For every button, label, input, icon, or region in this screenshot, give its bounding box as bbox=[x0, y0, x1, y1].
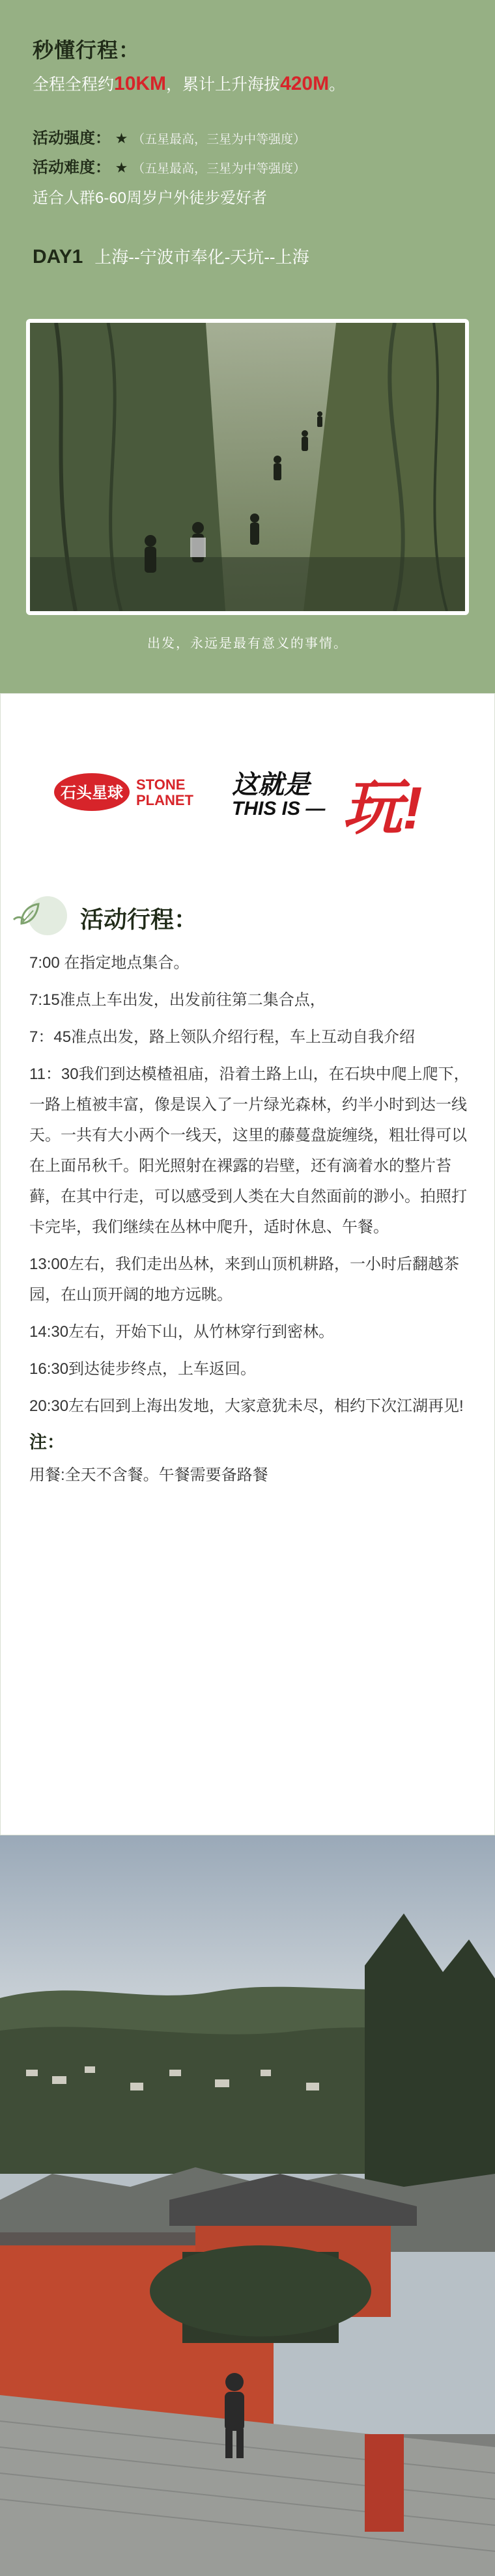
brand-banner bbox=[53, 764, 450, 842]
itinerary-item: 7：45准点出发，路上领队介绍行程，车上互动自我介绍 bbox=[29, 1028, 416, 1046]
distance-text-b: ，累计上升海拔 bbox=[166, 75, 281, 94]
intro-section bbox=[0, 0, 495, 680]
note-text: 用餐:全天不含餐。午餐需要备路餐 bbox=[29, 1466, 268, 1484]
itinerary-title: 活动行程： bbox=[80, 906, 198, 933]
distance-text-a: 全程全程约 bbox=[33, 75, 115, 94]
logo-cn-text: 石头星球 bbox=[61, 784, 123, 802]
itinerary-item: 7:00 在指定地点集合。 bbox=[29, 954, 190, 972]
intensity-line bbox=[33, 125, 462, 148]
temple-hiker-photo bbox=[0, 1835, 495, 2576]
slogan-en: THIS IS — bbox=[232, 798, 326, 819]
leaf-decoration-icon bbox=[7, 886, 80, 944]
day-header bbox=[33, 244, 462, 268]
distance-text-c: 。 bbox=[329, 75, 346, 94]
temple-illustration bbox=[0, 1835, 495, 2576]
stone-planet-logo-icon bbox=[53, 772, 131, 812]
difficulty-note: （五星最高，三星为中等强度） bbox=[132, 162, 306, 176]
logo-en-line2: PLANET bbox=[136, 792, 193, 808]
itinerary-item: 14:30左右，开始下山，从竹林穿行到密林。 bbox=[29, 1323, 335, 1341]
difficulty-label: 活动难度： bbox=[33, 159, 111, 176]
itinerary-item: 13:00左右，我们走出丛林，来到山顶机耕路，一小时后翻越茶园，在山顶开阔的地方远眺。 bbox=[29, 1255, 460, 1304]
day-label: DAY1 bbox=[33, 246, 83, 267]
note-title: 注： bbox=[29, 1432, 64, 1452]
distance-value: 10KM bbox=[114, 73, 167, 94]
itinerary-item: 16:30到达徒步终点，上车返回。 bbox=[29, 1360, 257, 1378]
canyon-hikers-photo bbox=[26, 319, 469, 615]
intensity-note: （五星最高，三星为中等强度） bbox=[132, 133, 306, 146]
intensity-star-icon: ★ bbox=[115, 130, 128, 146]
logo-en-text bbox=[136, 777, 193, 808]
itinerary-card-wrap bbox=[0, 680, 495, 1835]
intro-title: 秒懂行程： bbox=[33, 38, 141, 62]
distance-line bbox=[33, 72, 462, 95]
itinerary-card bbox=[0, 693, 495, 1835]
itinerary-item: 11：30我们到达模楂祖庙，沿着土路上山，在石块中爬上爬下，一路上植被丰富，像是误入了一片绿光森林，约半小时到达一线天。一共有大小两个一线天，这里的藤蔓盘旋缠绕，粗壮得可以在上面吊秋千。阳光照射在裸露的岩壁，还有滴着水的整片苔藓，在其中行走，可以感受到人类在大自然面前的渺小。拍照打卡完毕，我们继续在丛林中爬升，适时休息、午餐。 bbox=[29, 1065, 470, 1236]
photo-caption: 出发，永远是最有意义的事情。 bbox=[147, 637, 348, 651]
elevation-value: 420M bbox=[280, 73, 330, 94]
difficulty-line bbox=[33, 154, 462, 177]
intensity-label: 活动强度： bbox=[33, 130, 111, 147]
itinerary-item: 20:30左右回到上海出发地，大家意犹未尽，相约下次江湖再见! bbox=[29, 1397, 464, 1415]
canyon-illustration bbox=[30, 323, 465, 611]
suitable-group: 适合人群6-60周岁户外徒步爱好者 bbox=[33, 189, 268, 207]
slogan-play bbox=[330, 764, 447, 842]
itinerary-list bbox=[29, 948, 470, 1497]
itinerary-header bbox=[7, 886, 398, 944]
slogan-play-text: 玩! bbox=[343, 775, 423, 842]
slogan-cn: 这就是 bbox=[232, 771, 310, 799]
difficulty-star-icon: ★ bbox=[115, 159, 128, 176]
itinerary-item: 7:15准点上车出发，出发前往第二集合点， bbox=[29, 991, 326, 1009]
logo-en-line1: STONE bbox=[136, 776, 186, 793]
day-route: 上海--宁波市奉化-天坑--上海 bbox=[94, 247, 309, 267]
